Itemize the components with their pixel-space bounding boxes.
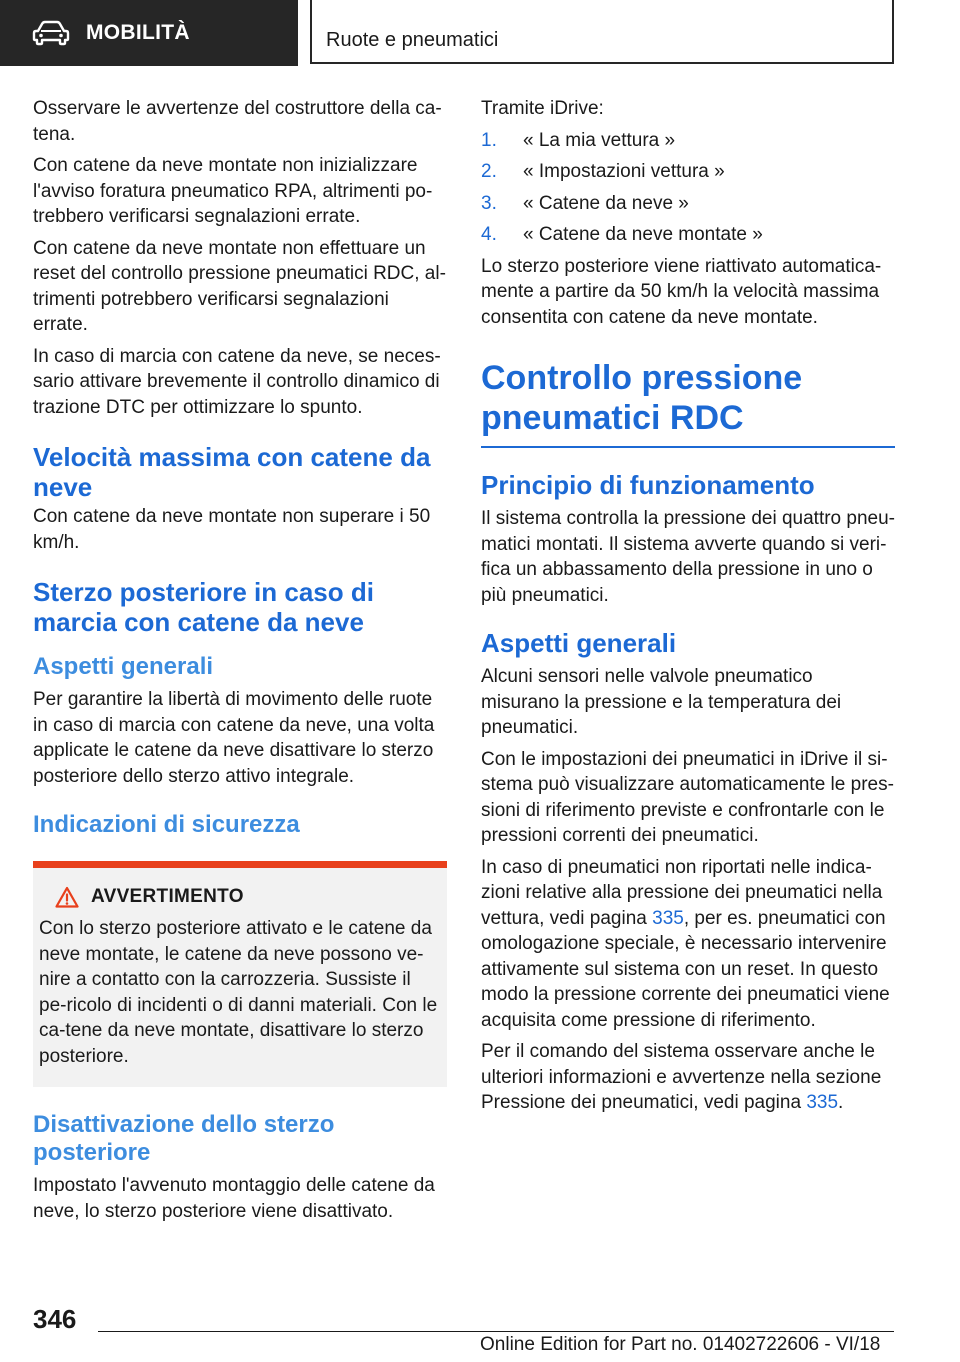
heading-principle: Principio di funzionamento <box>481 470 815 500</box>
idrive-steps <box>481 128 895 248</box>
footer-rule <box>98 1331 894 1332</box>
paragraph: Il sistema controlla la pressione dei quattro pneu-matici montati. Il sistema avverte quando si veri-fica un abbassamento della pressione in uno o più pneumatici. <box>481 508 896 606</box>
step-number: 3. <box>481 192 497 214</box>
step-text: « Catene da neve montate » <box>523 224 763 245</box>
step-number: 1. <box>481 129 497 151</box>
page-header <box>0 0 960 66</box>
paragraph: Impostato l'avvenuto montaggio delle catene da neve, lo sterzo posteriore viene disattivato. <box>33 1175 435 1222</box>
warning-text: Con lo sterzo posteriore attivato e le catene da neve montate, le catene da neve possono ve-nire a contatto con la carrozzeria. Sussiste il pe-ricolo di incidenti o di danni materiali. Con le ca-tene da neve montate, disattivare lo sterzo posteriore. <box>39 918 438 1067</box>
page-link[interactable]: 335 <box>652 907 684 929</box>
paragraph: Per garantire la libertà di movimento delle ruote in caso di marcia con catene da neve, una volta applicate le catene da neve disattivare lo sterzo posteriore dello sterzo attivo integrale. <box>33 689 435 787</box>
chapter-box <box>310 0 894 64</box>
paragraph: Osservare le avvertenze del costruttore della ca-tena. <box>33 98 442 145</box>
page-link[interactable]: 335 <box>806 1092 839 1113</box>
step-text: « Impostazioni vettura » <box>523 161 725 182</box>
page-number: 346 <box>33 1304 77 1334</box>
left-column <box>33 96 447 1230</box>
warning-triangle-icon <box>55 886 79 908</box>
warning-header <box>39 886 441 908</box>
heading-disable-rear-steering: Disattivazione dello sterzo posteriore <box>33 1111 335 1166</box>
paragraph: Alcuni sensori nelle valvole pneumatico misurano la pressione e la temperatura dei pneumatici. <box>481 666 842 738</box>
car-icon <box>32 20 70 46</box>
heading-rule <box>481 446 895 448</box>
list-item <box>481 222 895 248</box>
heading-rdc: Controllo pressione pneumatici RDC <box>481 359 803 437</box>
edition-text: Online Edition for Part no. 01402722606 - VI/18 <box>480 1334 881 1355</box>
paragraph: Con catene da neve montate non inizializzare l'avviso foratura pneumatico RPA, altrimenti po-trebbero verificarsi segnalazioni errate. <box>33 155 433 227</box>
heading-general: Aspetti generali <box>33 653 214 680</box>
paragraph: Con catene da neve montate non superare i 50 km/h. <box>33 506 431 553</box>
paragraph: Con catene da neve montate non effettuare un reset del controllo pressione pneumatici RDC, al-trimenti potrebbero verificarsi segnalazioni errate. <box>33 237 446 335</box>
section-tab <box>0 0 298 66</box>
list-item <box>481 128 895 154</box>
heading-max-speed: Velocità massima con catene da neve <box>33 442 431 502</box>
text-run: . <box>838 1092 844 1113</box>
warning-box <box>33 861 447 1087</box>
paragraph <box>481 1039 895 1116</box>
heading-safety: Indicazioni di sicurezza <box>33 811 300 838</box>
step-number: 2. <box>481 161 497 182</box>
paragraph: Lo sterzo posteriore viene riattivato automatica-mente a partire da 50 km/h la velocità massima consentita con catene da neve montate. <box>481 255 882 328</box>
page-footer <box>0 1290 960 1362</box>
step-text: « Catene da neve » <box>523 192 689 214</box>
text-run: In caso di pneumatici non riportati nelle indica-zioni relative alla pressione dei pneumatici nella vettura, vedi pagina <box>481 856 883 929</box>
chapter-title: Ruote e pneumatici <box>326 29 499 51</box>
paragraph: Con le impostazioni dei pneumatici in iDrive il si-stema può visualizzare automaticamente le pres-sioni di riferimento previste e confrontarle con le pressioni correnti dei pneumatici. <box>481 748 894 846</box>
list-item <box>481 159 895 185</box>
heading-rear-steering: Sterzo posteriore in caso di marcia con catene da neve <box>33 577 374 637</box>
section-title: MOBILITÀ <box>86 21 190 44</box>
list-item <box>481 191 895 217</box>
paragraph <box>481 855 895 1034</box>
paragraph: Tramite iDrive: <box>481 98 604 119</box>
warning-title: AVVERTIMENTO <box>91 886 244 907</box>
text-run: Per il comando del sistema osservare anche le ulteriori informazioni e avvertenze nella sezione Pressione dei pneumatici, vedi pagina <box>481 1041 882 1113</box>
right-column <box>481 96 895 1122</box>
heading-general-rdc: Aspetti generali <box>481 628 677 658</box>
paragraph: In caso di marcia con catene da neve, se neces-sario attivare brevemente il controllo dinamico di trazione DTC per ottimizzare lo spunto. <box>33 345 441 418</box>
text-run: , per es. pneumatici con omologazione speciale, è necessario intervenire attivamente sul sistema con un reset. In questo modo la pressione corrente dei pneumatici viene acquisita come pressione di riferimento. <box>481 907 890 1031</box>
step-text: « La mia vettura » <box>523 129 676 151</box>
step-number: 4. <box>481 224 497 245</box>
